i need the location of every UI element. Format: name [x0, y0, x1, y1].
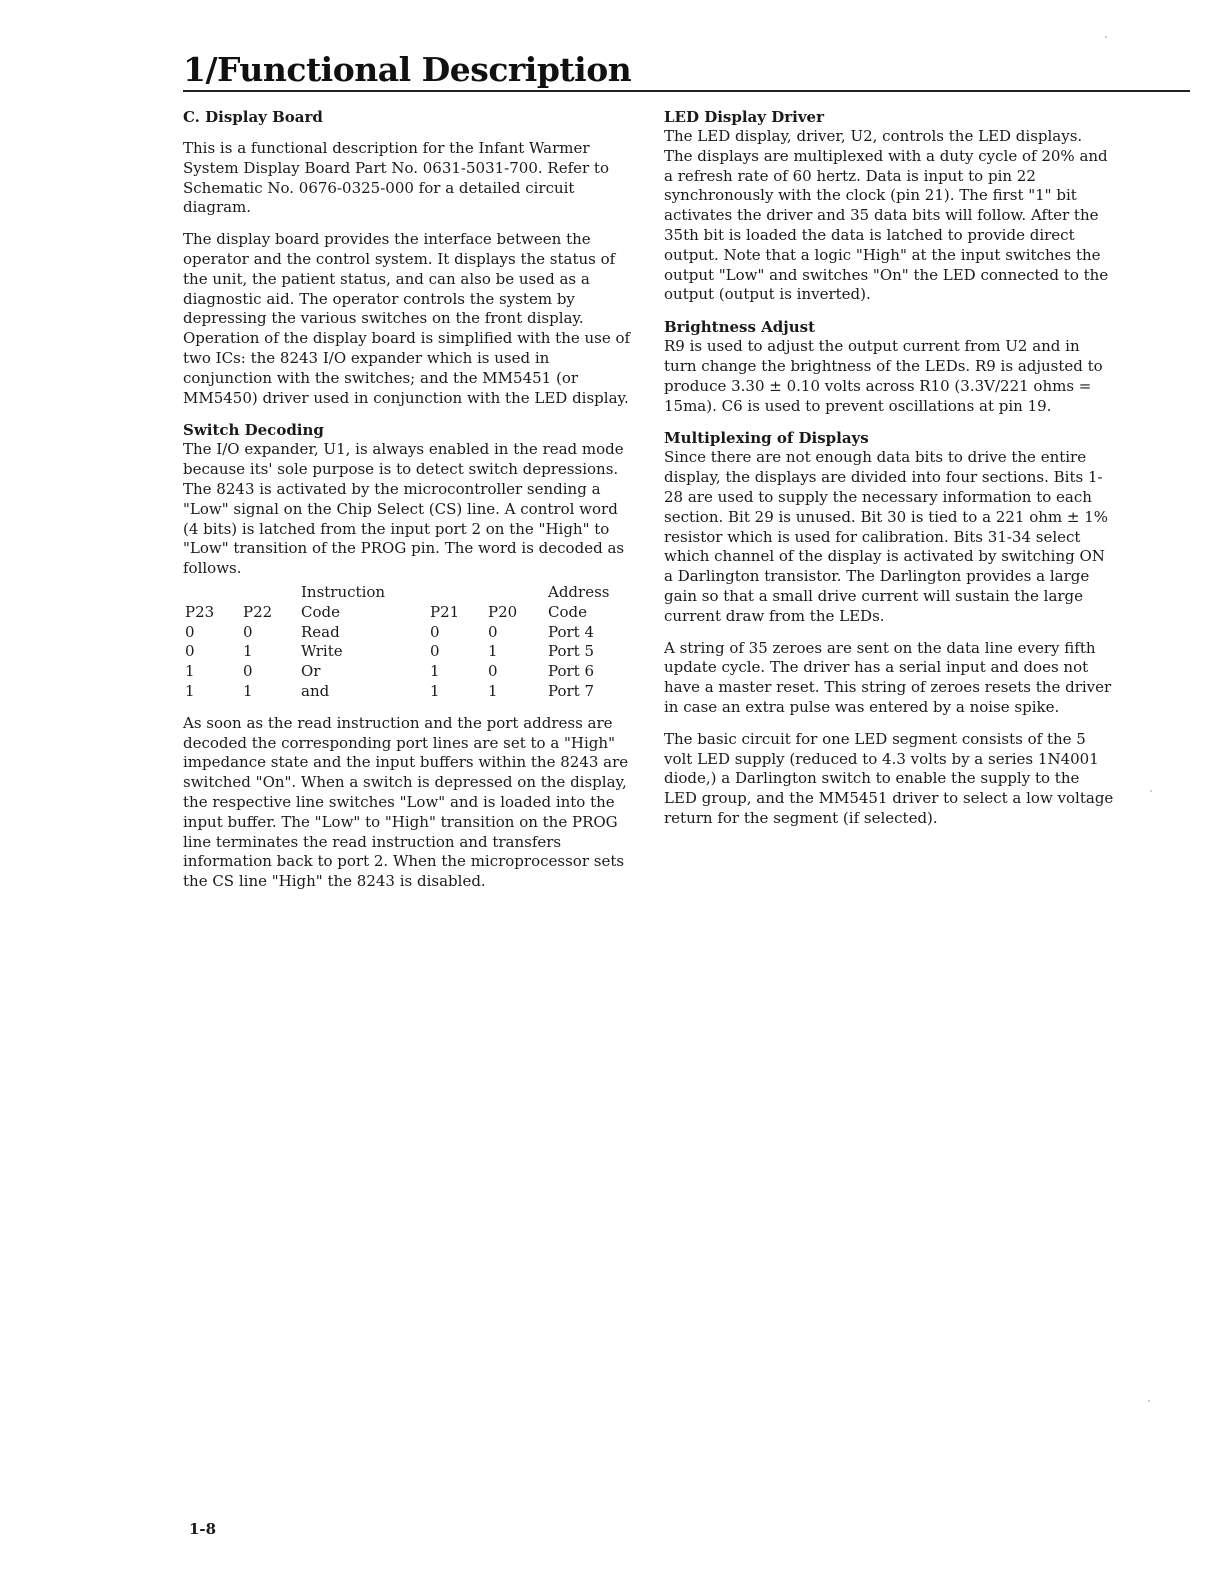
- table-header-cell: Code: [548, 602, 587, 621]
- table-header-cell: [488, 583, 548, 603]
- table-cell: 1: [488, 681, 498, 700]
- led-driver-section: [664, 107, 1114, 305]
- table-row: [185, 642, 628, 662]
- table-header-cell: [185, 583, 243, 603]
- table-header-cell: Code: [301, 602, 340, 621]
- table-header-cell: Instruction: [301, 582, 386, 601]
- page-number: 1-8: [189, 1520, 217, 1538]
- table-header-cell: P22: [243, 602, 273, 621]
- table-cell: 1: [430, 681, 440, 700]
- multiplexing-paragraph-2: A string of 35 zeroes are sent on the data line every fifth update cycle. The driver has a serial input and does not have a master reset. This string of zeroes resets the driver in case an extra pulse was entered by a noise spike.: [664, 638, 1112, 716]
- scan-speck: [1150, 790, 1152, 792]
- decode-table-header-top: [185, 583, 628, 603]
- brightness-paragraph: R9 is used to adjust the output current from U2 and in turn change the brightness of the LEDs. R9 is adjusted to produce 3.30 ± 0.10 volts across R10 (3.3V/221 ohms = 15ma). C6 is used to prevent oscillations at pin 19.: [664, 337, 1103, 415]
- led-driver-heading: LED Display Driver: [664, 108, 824, 126]
- switch-decoding-paragraph: The I/O expander, U1, is always enabled in the read mode because its' sole purpose is to detect switch depressions. The 8243 is activated by the microcontroller sending a "Low" signal on the Chip Select (CS) line. A control word (4 bits) is latched from the input port 2 on the "High" to "Low" transition of the PROG pin. The word is decoded as follows.: [183, 440, 625, 578]
- table-header-cell: P20: [488, 602, 518, 621]
- decode-table: [185, 583, 628, 702]
- table-cell: 0: [185, 642, 195, 661]
- switch-decoding-heading: Switch Decoding: [183, 421, 324, 440]
- table-row: [185, 682, 628, 702]
- multiplexing-section: [664, 428, 1114, 828]
- scan-speck: [1105, 36, 1107, 38]
- table-cell: Port 4: [548, 622, 595, 641]
- right-column: [664, 107, 1114, 841]
- intro-paragraph-1: This is a functional description for the Infant Warmer System Display Board Part No. 0631-5031-700. Refer to Schematic No. 0676-0325-000 for a detailed circuit diagram.: [183, 139, 609, 217]
- multiplexing-paragraph-3: The basic circuit for one LED segment consists of the 5 volt LED supply (reduced to 4.3 volts by a series 1N4001 diode,) a Darlington switch to enable the supply to the LED group, and the MM5451 driver to select a low voltage return for the segment (if selected).: [664, 729, 1114, 827]
- table-cell: 1: [243, 681, 253, 700]
- table-header-cell: P21: [430, 602, 460, 621]
- decode-table-header: [185, 603, 628, 623]
- table-row: [185, 623, 628, 643]
- table-cell: Port 5: [548, 642, 595, 661]
- table-cell: 0: [243, 662, 253, 681]
- left-column: [183, 107, 633, 904]
- table-cell: 0: [488, 662, 498, 681]
- table-cell: 0: [488, 622, 498, 641]
- table-cell: 0: [430, 622, 440, 641]
- table-cell: 0: [243, 622, 253, 641]
- table-cell: and: [301, 681, 330, 700]
- multiplexing-paragraph-1: Since there are not enough data bits to drive the entire display, the displays are divided into four sections. Bits 1-28 are used to supply the necessary information to each section. Bit 29 is unused. Bit 30 is tied to a 221 ohm ± 1% resistor which is used for calibration. Bits 31-34 select which channel of the display is activated by switching ON a Darlington transistor. The Darlington provides a large gain so that a small drive current will sustain the large current draw from the LEDs.: [664, 448, 1109, 625]
- table-cell: Port 6: [548, 662, 595, 681]
- table-cell: 1: [430, 662, 440, 681]
- section-heading: C. Display Board: [183, 108, 323, 126]
- table-cell: Write: [301, 642, 343, 661]
- brightness-heading: Brightness Adjust: [664, 318, 815, 337]
- table-cell: 1: [185, 662, 195, 681]
- multiplexing-heading: Multiplexing of Displays: [664, 429, 869, 448]
- brightness-section: [664, 317, 1114, 416]
- table-row: [185, 662, 628, 682]
- table-cell: Read: [301, 622, 340, 641]
- title-rule: [183, 90, 1190, 92]
- scan-speck: [1148, 1400, 1150, 1402]
- table-cell: 1: [488, 642, 498, 661]
- table-cell: Port 7: [548, 681, 595, 700]
- page-title: 1/Functional Description: [183, 50, 632, 89]
- table-header-cell: Address: [548, 582, 610, 601]
- switch-decoding-closing-paragraph: As soon as the read instruction and the port address are decoded the corresponding port lines are set to a "High" impedance state and the input buffers within the 8243 are switched "On". When a switch is depressed on the display, the respective line switches "Low" and is loaded into the input buffer. The "Low" to "High" transition on the PROG line terminates the read instruction and transfers information back to port 2. When the microprocessor sets the CS line "High" the 8243 is disabled.: [183, 713, 629, 891]
- led-driver-paragraph: The LED display, driver, U2, controls the LED displays. The displays are multiplexed with a duty cycle of 20% and a refresh rate of 60 hertz. Data is input to pin 22 synchronously with the clock (pin 21). The first "1" bit activates the driver and 35 data bits will follow. After the 35th bit is loaded the data is latched to provide direct output. Note that a logic "High" at the input switches the output "Low" and switches "On" the LED connected to the output (output is inverted).: [664, 127, 1109, 304]
- table-cell: 1: [185, 681, 195, 700]
- table-cell: 0: [185, 622, 195, 641]
- table-header-cell: [243, 583, 301, 603]
- table-cell: Or: [301, 662, 321, 681]
- intro-paragraph-2: The display board provides the interface between the operator and the control system. It displays the status of the unit, the patient status, and can also be used as a diagnostic aid. The operator controls the system by depressing the various switches on the front display. Operation of the display board is simplified with the use of two ICs: the 8243 I/O expander which is used in conjunction with the switches; and the MM5451 (or MM5450) driver used in conjunction with the LED display.: [183, 230, 631, 407]
- table-cell: 0: [430, 642, 440, 661]
- table-header-cell: [430, 583, 488, 603]
- table-cell: 1: [243, 642, 253, 661]
- table-header-cell: P23: [185, 602, 215, 621]
